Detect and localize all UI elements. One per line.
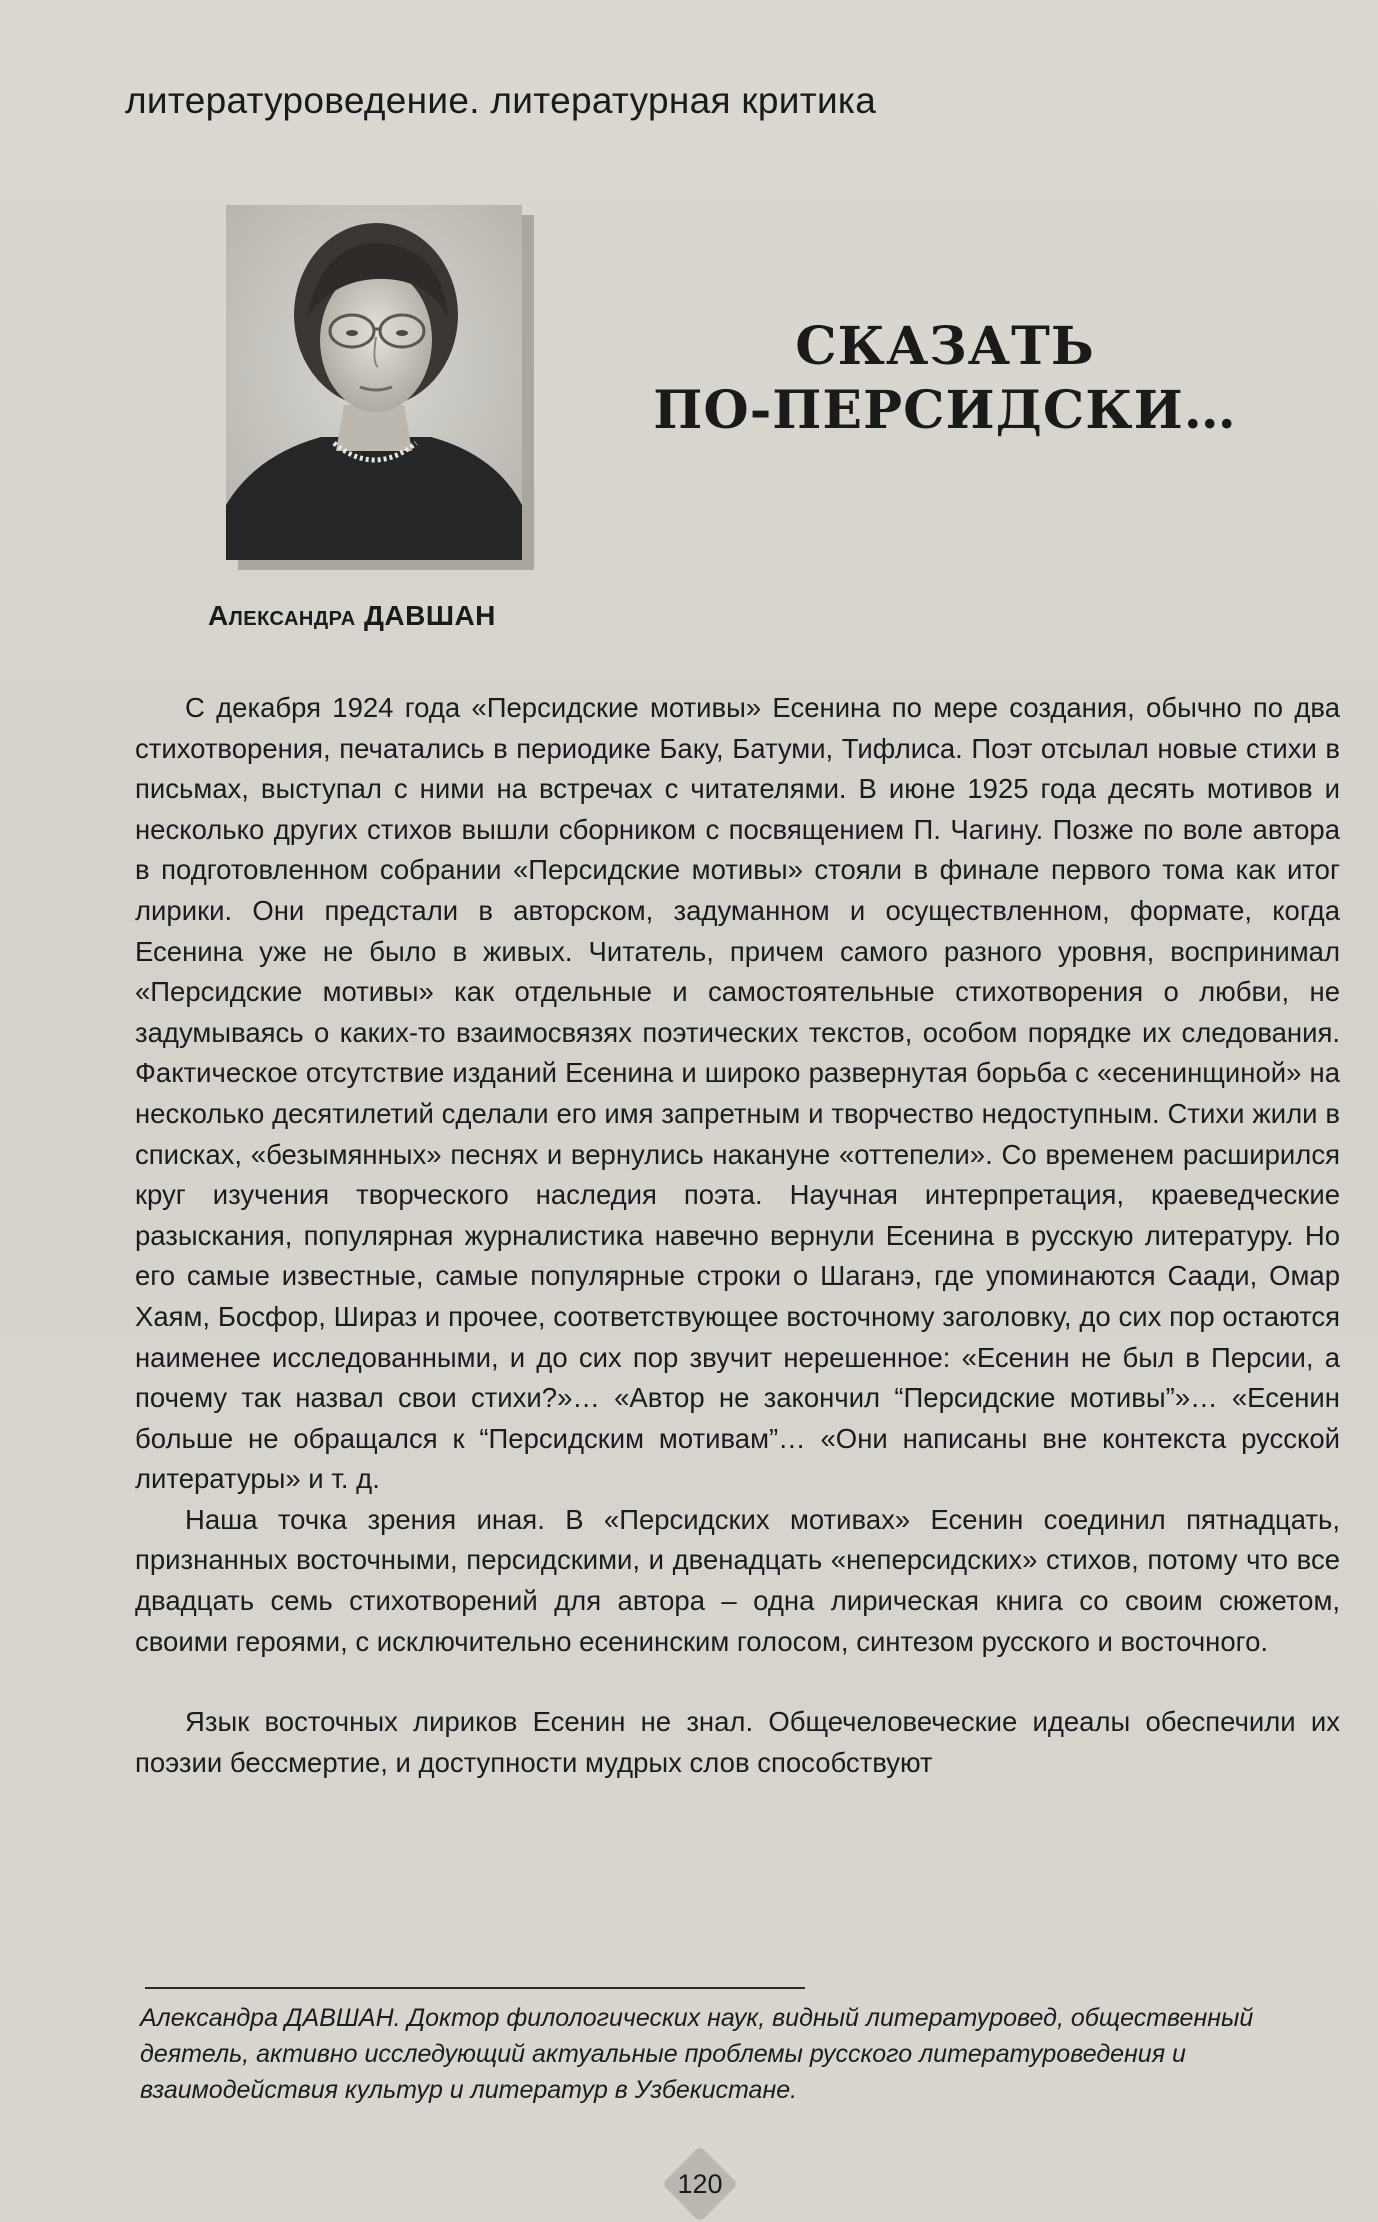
running-header: литературоведение. литературная критика [125, 80, 877, 121]
footnote-divider [145, 1987, 805, 1989]
article-title [620, 315, 1270, 443]
author-given-name: Александра [208, 600, 356, 631]
article-title-line-1: СКАЗАТЬ [795, 316, 1095, 377]
body-paragraph: Язык восточных лириков Есенин не знал. Общечеловеческие идеалы обеспечили их поэзии бессмертие, и доступности мудрых слов способствуют [135, 1706, 1340, 1778]
article-title-line-2: ПО-ПЕРСИДСКИ… [653, 380, 1237, 441]
author-portrait-image [226, 205, 522, 560]
page-number [665, 2162, 735, 2206]
author-name [208, 600, 496, 632]
author-footnote: Александра ДАВШАН. Доктор филологических наук, видный литературовед, общественный деятель, активно исследующий актуальные проблемы русского литературоведения и взаимодействия культур и литератур в Узбекистане. [140, 2004, 1254, 2104]
article-body [135, 688, 1340, 1783]
page-number-text: 120 [677, 2169, 723, 2199]
author-surname: ДАВШАН [363, 600, 496, 631]
author-photo [226, 205, 522, 560]
body-paragraph: Наша точка зрения иная. В «Персидских мотивах» Есенин соединил пятнадцать, признанных восточными, персидскими, и двенадцать «неперсидских» стихов, потому что все двадцать семь стихотворений для автора – одна лирическая книга со своим сюжетом, своими героями, с исключительно есенинским голосом, синтезом русского и восточного. [135, 1503, 1340, 1657]
body-paragraph: С декабря 1924 года «Персидские мотивы» Есенина по мере создания, обычно по два стихотворения, печатались в периодике Баку, Батуми, Тифлиса. Поэт отсылал новые стихи в письмах, выступал с ними на встречах с читателями. В июне 1925 года десять мотивов и несколько других стихов вышли сборником с посвящением П. Чагину. Позже по воле автора в подготовленном собрании «Персидские мотивы» стояли в финале первого тома как итог лирики. Они предстали в авторском, задуманном и осуществленном, формате, когда Есенина уже не было в живых. Читатель, причем самого разного уровня, воспринимал «Персидские мотивы» как отдельные и самостоятельные стихотворения о любви, не задумываясь о каких-то взаимосвязях поэтических текстов, особом порядке их следования. Фактическое отсутствие изданий Есенина и широко развернутая борьба с «есенинщиной» на несколько десятилетий сделали его имя запретным и творчество недоступным. Стихи жили в списках, «безымянных» песнях и вернулись накануне «оттепели». Со временем расширился круг изучения творческого наследия поэта. Научная интерпретация, краеведческие разыскания, популярная журналистика навечно вернули Есенина в русскую литературу. Но его самые известные, самые популярные строки о Шаганэ, где упоминаются Саади, Омар Хаям, Босфор, Шираз и прочее, соответствующее восточному заголовку, до сих пор остаются наименее исследованными, и до сих пор звучит нерешенное: «Есенин не был в Персии, а почему так назвал свои стихи?»… «Автор не закончил “Персидские мотивы”»… «Есенин больше не обращался к “Персидским мотивам”… «Они написаны вне контекста русской литературы» и т. д. [135, 692, 1340, 1495]
